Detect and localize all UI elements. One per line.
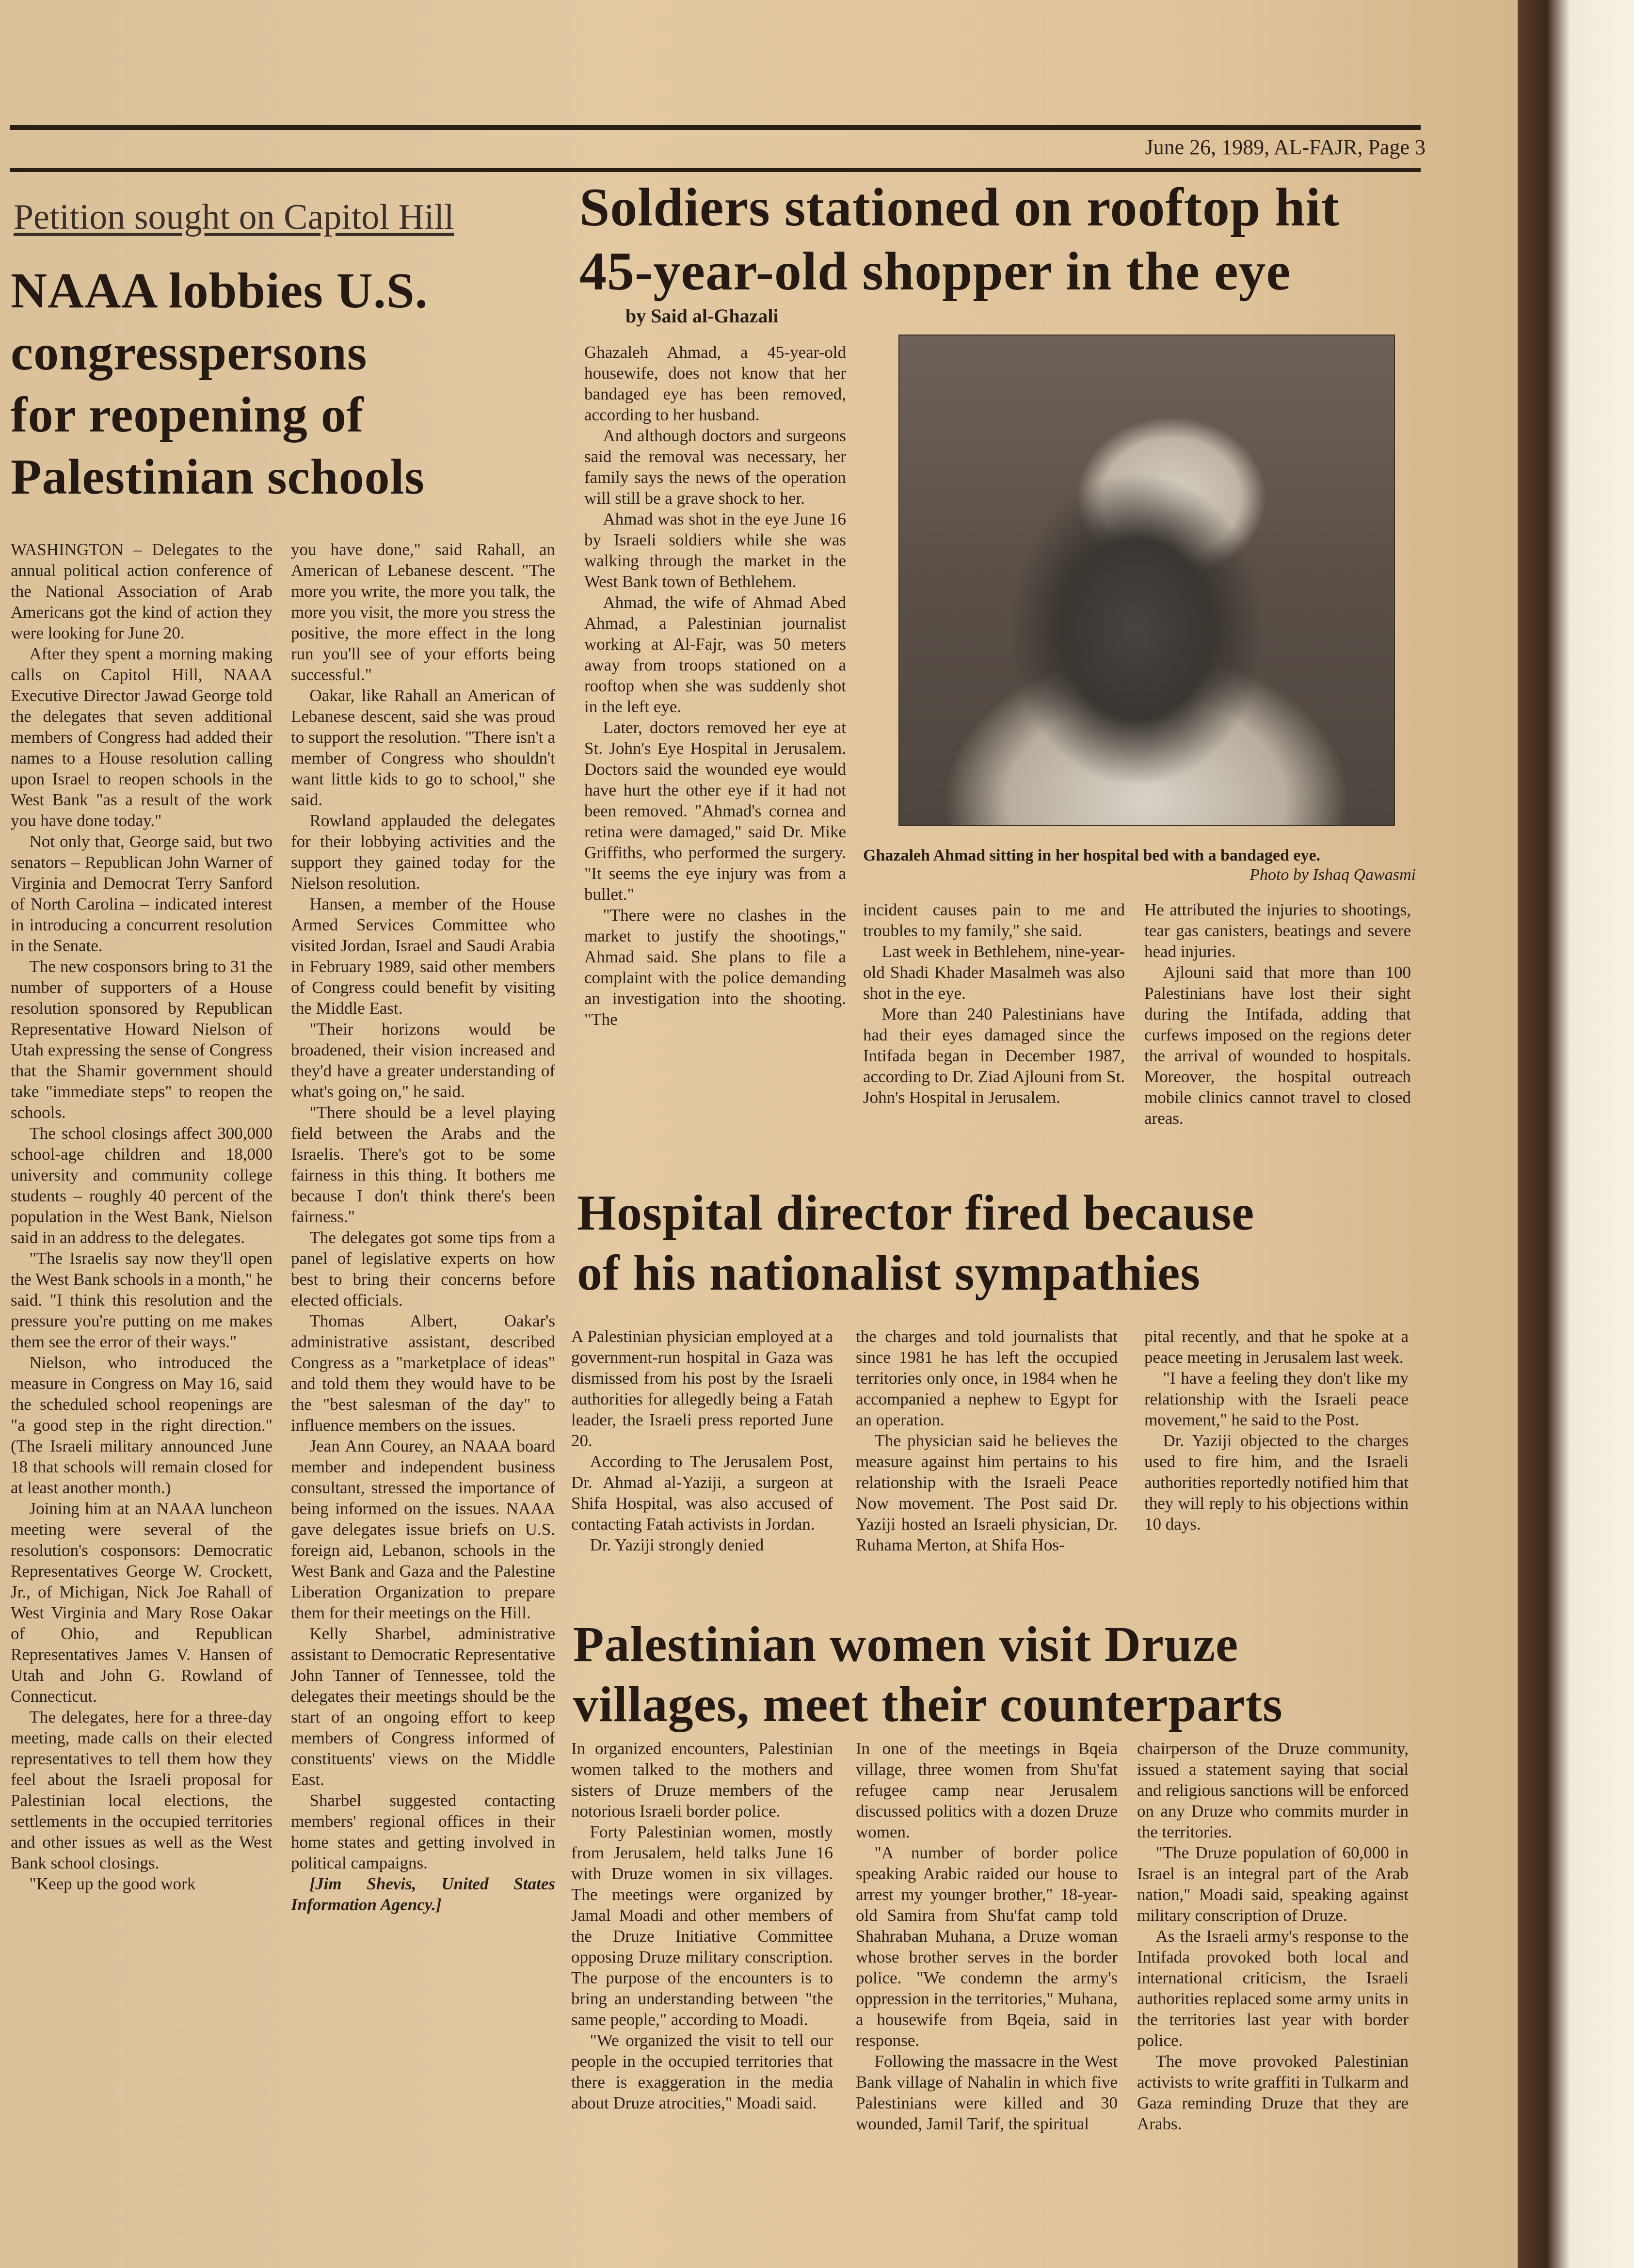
story4-headline-line: villages, meet their counterparts xyxy=(573,1677,1283,1732)
story2-paragraph: Later, doctors removed her eye at St. John's Eye Hospital in Jerusalem. Doctors said the wounded eye would have hurt the other eye if it had not been removed. "Ahmad's cornea and retina were damaged," said Dr. Mike Griffiths, who performed the surgery. "It seems the eye injury was from a bullet." xyxy=(584,718,846,904)
story2-byline: by Said al-Ghazali xyxy=(625,305,779,327)
story3-column-2 xyxy=(856,1326,1118,1612)
story1-headline-line: for reopening of xyxy=(11,387,364,443)
story2-paragraph: incident causes pain to me and troubles to my family," she said. xyxy=(863,900,1125,940)
story1-column-1 xyxy=(11,539,272,2202)
story1-paragraph: Nielson, who introduced the measure in Congress on May 16, said the scheduled school reopenings are "a good step in the right direction." (The Israeli military announced June 18 that schools will remain closed for at least another month.) xyxy=(11,1353,272,1497)
page-folio: June 26, 1989, AL-FAJR, Page 3 xyxy=(1145,135,1426,159)
story4-paragraph: In one of the meetings in Bqeia village, three women from Shu'fat refugee camp near Jerusalem discussed politics with a dozen Druze women. xyxy=(856,1739,1118,1841)
photo-caption-text: Ghazaleh Ahmad sitting in her hospital bed with a bandaged eye. xyxy=(863,847,1321,864)
story1-paragraph: you have done," said Rahall, an American of Lebanese descent. "The more you write, the more you talk, the more you visit, the more you stress the positive, the more effect in the long run you'll see of your efforts being successful." xyxy=(291,540,555,684)
story2-headline xyxy=(579,176,1433,303)
story1-paragraph: WASHINGTON – Delegates to the annual political action conference of the National Association of Arab Americans got the kind of action they were looking for June 20. xyxy=(11,540,272,642)
story3-paragraph: Dr. Yaziji objected to the charges used to fire him, and the Israeli authorities reportedly notified him that they will reply to his objections within 10 days. xyxy=(1144,1431,1409,1533)
story2-paragraph: "There were no clashes in the market to justify the shootings," Ahmad said. She plans to file a complaint with the police demanding an investigation into the shooting. "The xyxy=(584,906,846,1029)
story2-paragraph: Last week in Bethlehem, nine-year-old Shadi Khader Masalmeh was also shot in the eye. xyxy=(863,942,1125,1003)
story3-paragraph: Dr. Yaziji strongly denied xyxy=(590,1535,764,1554)
hospital-bed-photo xyxy=(898,335,1395,826)
story1-headline-line: NAAA lobbies U.S. xyxy=(11,263,428,319)
story1-column-2 xyxy=(291,539,555,2202)
story3-paragraph: The physician said he believes the measure against him pertains to his relationship with the Israeli Peace Now movement. The Post said Dr. Yaziji hosted an Israeli physician, Dr. Ruhama Merton, at Shifa Hos- xyxy=(856,1431,1118,1554)
story2-paragraph: Ahmad was shot in the eye June 16 by Israeli soldiers while she was walking through the market in the West Bank town of Bethlehem. xyxy=(584,510,846,591)
story1-paragraph: Sharbel suggested contacting members' regional offices in their home states and getting involved in political campaigns. xyxy=(291,1791,555,1872)
story1-paragraph: Kelly Sharbel, administrative assistant to Democratic Representative John Tanner of Tennessee, told the delegates their meetings should be the start of an ongoing effort to keep members of Congress informed of constituents' views on the Middle East. xyxy=(291,1624,555,1789)
story3-column-3 xyxy=(1144,1326,1409,1612)
binding-edge xyxy=(1518,0,1634,2268)
story2-paragraph: Ahmad, the wife of Ahmad Abed Ahmad, a Palestinian journalist working at Al-Fajr, was 50 meters away from troops stationed on a rooftop when she was suddenly shot in the left eye. xyxy=(584,593,846,716)
photo-credit: Photo by Ishaq Qawasmi xyxy=(1250,866,1416,884)
story4-paragraph: The move provoked Palestinian activists to write graffiti in Tulkarm and Gaza reminding Druze that they are Arabs. xyxy=(1137,2052,1409,2133)
story3-paragraph: "I have a feeling they don't like my relationship with the Israeli peace movement," he said to the Post. xyxy=(1144,1369,1409,1429)
story3-paragraph: According to The Jerusalem Post, Dr. Ahmad al-Yaziji, a surgeon at Shifa Hospital, was also accused of contacting Fatah activists in Jordan. xyxy=(571,1452,833,1533)
story2-paragraph: Ghazaleh Ahmad, a 45-year-old housewife, does not know that her bandaged eye has been removed, according to her husband. xyxy=(584,343,846,424)
story4-paragraph: In organized encounters, Palestinian women talked to the mothers and sisters of Druze members of the notorious Israeli border police. xyxy=(571,1739,833,1821)
story2-headline-line: 45-year-old shopper in the eye xyxy=(579,241,1291,302)
story4-paragraph: "A number of border police speaking Arabic raided our house to arrest my younger brother," 18-year-old Samira from Shu'fat camp told Shahraban Muhana, a Druze woman whose brother serves in the border police. "We condemn the army's oppression in the territories," Muhana, a housewife from Bqeia, said in response. xyxy=(856,1843,1118,2050)
story1-paragraph: Joining him at an NAAA luncheon meeting were several of the resolution's cosponsors: Democratic Representatives George W. Crockett, Jr., of Michigan, Nick Joe Rahall of West Virginia and Mary Rose Oakar of Ohio, and Republican Representatives James V. Hansen of Utah and John G. Rowland of Connecticut. xyxy=(11,1499,272,1706)
story4-paragraph: Following the massacre in the West Bank village of Nahalin in which five Palestinians were killed and 30 wounded, Jamil Tarif, the spiritual xyxy=(856,2052,1118,2133)
story2-column-2 xyxy=(863,899,1125,1181)
story1-paragraph: "The Israelis say now they'll open the West Bank schools in a month," he said. "I think this resolution and the pressure you're putting on me makes them see the error of their ways." xyxy=(11,1249,272,1351)
story3-paragraph: the charges and told journalists that since 1981 he has left the occupied territories only once, in 1984 when he accompanied a nephew to Egypt for an operation. xyxy=(856,1327,1118,1429)
story1-paragraph: Oakar, like Rahall an American of Lebanese descent, said she was proud to support the resolution. "There isn't a member of Congress who shouldn't want little kids to go to school," she said. xyxy=(291,686,555,809)
story1-attribution: [Jim Shevis, United States Information Agency.] xyxy=(291,1874,555,1914)
story1-kicker: Petition sought on Capitol Hill xyxy=(14,197,454,237)
story2-paragraph: More than 240 Palestinians have had their eyes damaged since the Intifada began in December 1987, according to Dr. Ziad Ajlouni from St. John's Hospital in Jerusalem. xyxy=(863,1005,1125,1107)
story1-paragraph: The delegates got some tips from a panel of legislative experts on how best to bring their concerns before elected officials. xyxy=(291,1228,555,1310)
story2-paragraph: And although doctors and surgeons said the removal was necessary, her family says the news of the operation will still be a grave shock to her. xyxy=(584,426,846,508)
story1-paragraph: Hansen, a member of the House Armed Services Committee who visited Jordan, Israel and Saudi Arabia in February 1989, said other members of Congress could benefit by visiting the Middle East. xyxy=(291,894,555,1018)
story1-paragraph: "Their horizons would be broadened, their vision increased and they'd have a greater understanding of what's going on," he said. xyxy=(291,1020,555,1101)
story3-column-1 xyxy=(571,1326,833,1612)
story4-paragraph: Forty Palestinian women, mostly from Jerusalem, held talks June 16 with Druze women in six villages. The meetings were organized by Jamal Moadi and other members of the Druze Initiative Committee opposing Druze military conscription. The purpose of the encounters is to bring an understanding between "the same people," according to Moadi. xyxy=(571,1822,833,2029)
story1-paragraph: The new cosponsors bring to 31 the number of supporters of a House resolution sponsored by Republican Representative Howard Nielson of Utah expressing the sense of Congress that the Shamir government should take "immediate steps" to reopen the schools. xyxy=(11,957,272,1122)
story4-column-2 xyxy=(856,1738,1118,2237)
story1-paragraph: Not only that, George said, but two senators – Republican John Warner of Virginia and Democrat Terry Sanford of North Carolina – indicated interest in introducing a concurrent resolution in the Senate. xyxy=(11,832,272,955)
story1-paragraph: The school closings affect 300,000 school-age children and 18,000 university and community college students – roughly 40 percent of the population in the West Bank, Nielson said in an address to the delegates. xyxy=(11,1124,272,1247)
story1-headline-line: congresspersons xyxy=(11,325,368,381)
story1-paragraph: Thomas Albert, Oakar's administrative assistant, described Congress as a "marketplace of ideas" and told them they would have to be the "best salesman of the day" to influence members on the issues. xyxy=(291,1311,555,1435)
story2-paragraph: Ajlouni said that more than 100 Palestinians have lost their sight during the Intifada, adding that curfews imposed on the regions deter the arrival of wounded to hospitals. Moreover, the hospital outreach mobile clinics cannot travel to closed areas. xyxy=(1144,963,1411,1128)
photo-caption xyxy=(863,846,1416,885)
folio-rule xyxy=(10,168,1421,172)
story1-headline xyxy=(11,260,563,508)
story3-headline-line: Hospital director fired because xyxy=(577,1185,1255,1241)
story1-paragraph: Rowland applauded the delegates for their lobbying activities and the support they gained today for the Nielson resolution. xyxy=(291,811,555,893)
story1-paragraph: The delegates, here for a three-day meeting, made calls on their elected representatives to tell them how they feel about the Israeli proposal for Palestinian local elections, the settlements in the occupied territories and other issues as well as the West Bank school closings. xyxy=(11,1708,272,1872)
story1-headline-line: Palestinian schools xyxy=(11,449,425,505)
story1-paragraph: After they spent a morning making calls on Capitol Hill, NAAA Executive Director Jawad George told the delegates that seven additional members of Congress had added their names to a House resolution calling upon Israel to reopen schools in the West Bank "as a result of the work you have done today." xyxy=(11,644,272,830)
story2-column-3 xyxy=(1144,899,1411,1181)
story4-headline-line: Palestinian women visit Druze xyxy=(573,1616,1239,1672)
story2-headline-line: Soldiers stationed on rooftop hit xyxy=(579,177,1340,238)
story3-headline xyxy=(577,1183,1430,1303)
story1-paragraph: "Keep up the good work xyxy=(29,1874,196,1893)
story1-paragraph: "There should be a level playing field between the Arabs and the Israelis. There's got to be some fairness in this thing. It bothers me because I don't think there's been fairness." xyxy=(291,1103,555,1226)
top-rule xyxy=(10,125,1421,130)
story4-paragraph: chairperson of the Druze community, issued a statement saying that social and religious sanctions will be enforced on any Druze who commits murder in the territories. xyxy=(1137,1739,1409,1841)
story3-headline-line: of his nationalist sympathies xyxy=(577,1245,1201,1301)
story4-headline xyxy=(573,1614,1446,1735)
story2-column-1 xyxy=(584,342,846,1176)
story2-paragraph: He attributed the injuries to shootings, tear gas canisters, beatings and severe head injuries. xyxy=(1144,900,1411,961)
story4-paragraph: "The Druze population of 60,000 in Israel is an integral part of the Arab nation," Moadi said, speaking against military conscription of Druze. xyxy=(1137,1843,1409,1925)
story3-paragraph: A Palestinian physician employed at a government-run hospital in Gaza was dismissed from his post by the Israeli authorities for allegedly being a Fatah leader, the Israeli press reported June 20. xyxy=(571,1327,833,1450)
story4-paragraph: As the Israeli army's response to the Intifada provoked both local and international criticism, the Israeli authorities replaced some army units in the territories last year with border police. xyxy=(1137,1927,1409,2050)
story4-column-1 xyxy=(571,1738,833,2237)
story3-paragraph: pital recently, and that he spoke at a peace meeting in Jerusalem last week. xyxy=(1144,1327,1409,1367)
story4-column-3 xyxy=(1137,1738,1409,2237)
story1-paragraph: Jean Ann Courey, an NAAA board member and independent business consultant, stressed the importance of being informed on the issues. NAAA gave delegates issue briefs on U.S. foreign aid, Lebanon, schools in the West Bank and Gaza and the Palestine Liberation Organization to prepare them for their meetings on the Hill. xyxy=(291,1437,555,1622)
story4-paragraph: "We organized the visit to tell our people in the occupied territories that there is exaggeration in the media about Druze atrocities," Moadi said. xyxy=(571,2031,833,2112)
